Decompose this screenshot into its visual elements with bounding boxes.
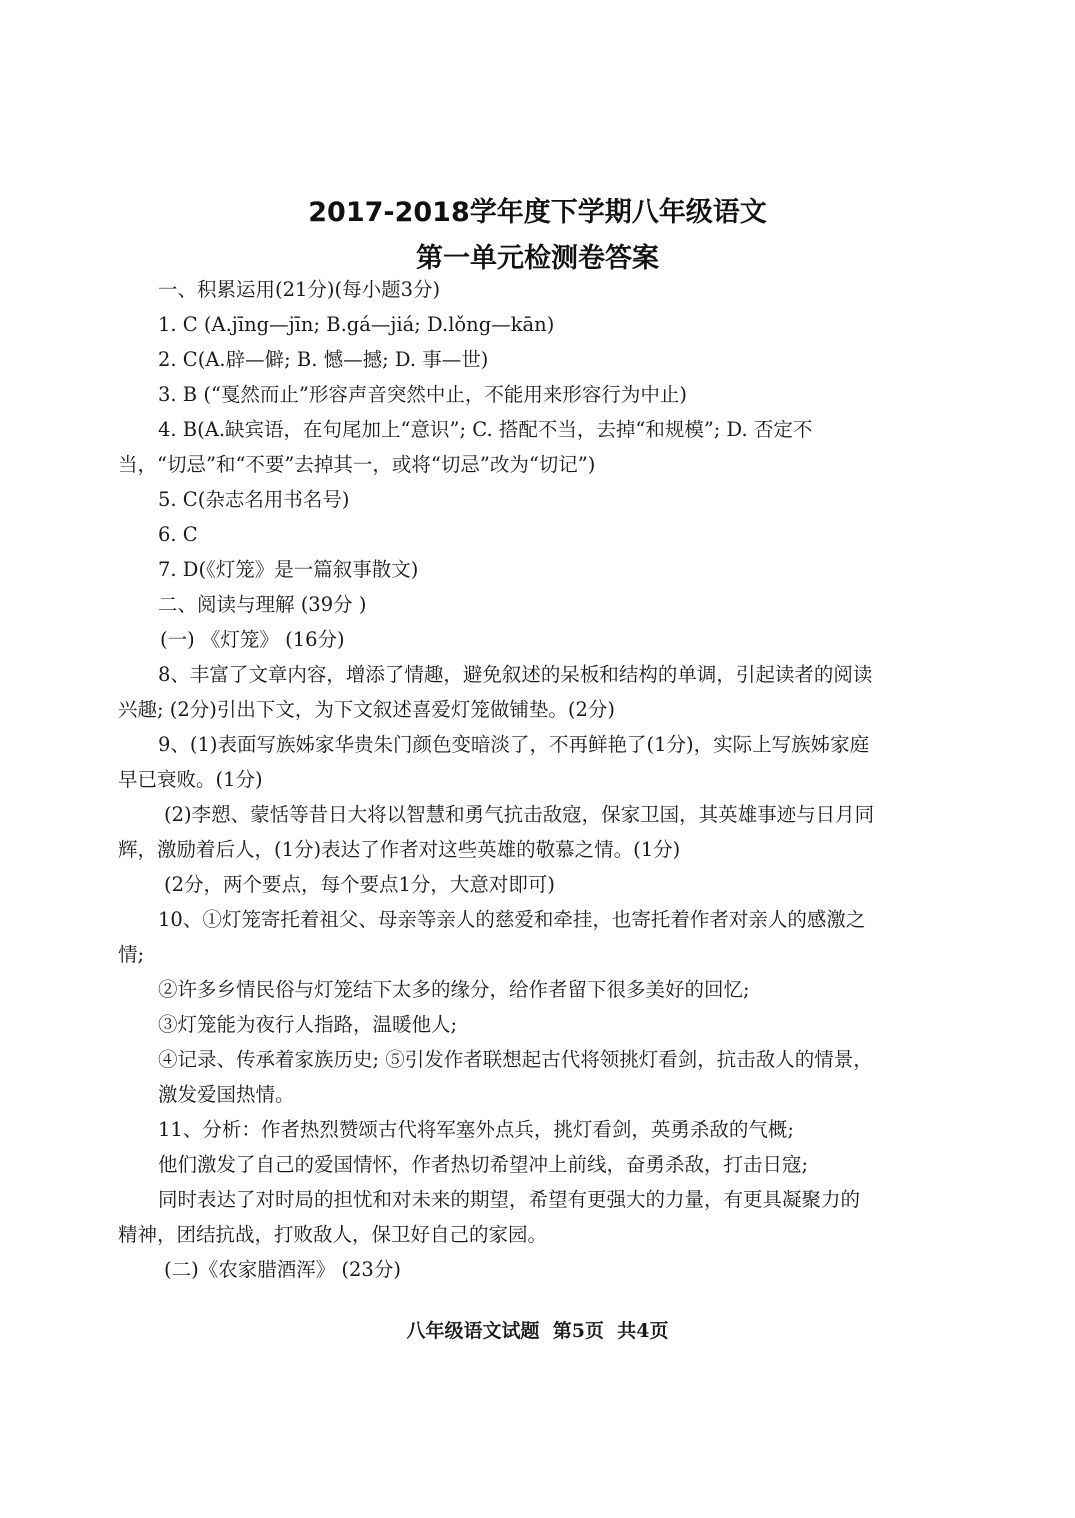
answer-9-part-2: (2)李愬、蒙恬等昔日大将以智慧和勇气抗击敌寇，保家卫国，其英雄事迹与日月同 (164, 803, 875, 826)
answer-body (118, 272, 960, 1287)
page-title: 2017-2018学年度下学期八年级语文 (308, 197, 767, 228)
answer-9-scoring-note: (2分，两个要点，每个要点1分，大意对即可) (164, 873, 556, 896)
answer-10-point-3: ③灯笼能为夜行人指路，温暖他人; (158, 1013, 458, 1036)
answer-3: 3. B (“戛然而止”形容声音突然中止，不能用来形容行为中止) (158, 383, 687, 406)
answer-11-line-3: 同时表达了对时局的担忧和对未来的期望，希望有更强大的力量，有更具凝聚力的 (158, 1188, 861, 1211)
answer-7: 7. D(《灯笼》是一篇叙事散文) (158, 558, 419, 581)
page-footer: 八年级语文试题 第5页 共4页 (406, 1320, 669, 1342)
answer-9-part-1: 9、(1)表面写族姊家华贵朱门颜色变暗淡了，不再鲜艳了(1分)，实际上写族姊家庭 (158, 733, 870, 756)
answer-4: 4. B(A.缺宾语，在句尾加上“意识”; C. 搭配不当，去掉“和规模”; D. 否定不 (158, 418, 813, 441)
answer-10-point-2: ②许多乡情民俗与灯笼结下太多的缘分，给作者留下很多美好的回忆; (158, 978, 750, 1001)
subsection-heading-lantern: (一) 《灯笼》 (16分) (160, 628, 345, 651)
answer-11: 11、分析：作者热烈赞颂古代将军塞外点兵，挑灯看剑，英勇杀敌的气概; (158, 1118, 794, 1141)
answer-1: 1. C (A.jīng—jīn; B.gá—jiá; D.lǒng—kān) (158, 313, 555, 336)
answer-6: 6. C (158, 523, 198, 546)
answer-10: 10、①灯笼寄托着祖父、母亲等亲人的慈爱和牵挂，也寄托着作者对亲人的感激之 (158, 908, 866, 931)
subsection-heading-farmhouse-wine: (二)《农家腊酒浑》 (23分) (164, 1258, 401, 1281)
answer-9-part-1-continued: 早已衰败。(1分) (118, 768, 263, 791)
page-subtitle: 第一单元检测卷答案 (416, 243, 659, 274)
section-heading-reading: 二、阅读与理解 (39分 ) (158, 593, 367, 616)
answer-10-point-5-continued: 激发爱国热情。 (158, 1083, 295, 1106)
answer-2: 2. C(A.辟—僻; B. 憾—撼; D. 事—世) (158, 348, 489, 371)
answer-9-part-2-continued: 辉，激励着后人，(1分)表达了作者对这些英雄的敬慕之情。(1分) (118, 838, 681, 861)
answer-10-point-4-5: ④记录、传承着家族历史; ⑤引发作者联想起古代将领挑灯看剑，抗击敌人的情景， (158, 1048, 873, 1071)
answer-4-continued: 当，“切忌”和“不要”去掉其一，或将“切忌”改为“切记”) (118, 453, 596, 476)
answer-5: 5. C(杂志名用书名号) (158, 488, 350, 511)
answer-10-continued: 情; (118, 943, 145, 966)
section-heading-accumulation: 一、积累运用(21分)(每小题3分) (158, 278, 441, 301)
answer-11-line-2: 他们激发了自己的爱国情怀，作者热切希望冲上前线，奋勇杀敌，打击日寇; (158, 1153, 809, 1176)
answer-11-continued: 精神，团结抗战，打败敌人，保卫好自己的家园。 (118, 1223, 548, 1246)
answer-8-continued: 兴趣; (2分)引出下文，为下文叙述喜爱灯笼做铺垫。(2分) (118, 698, 616, 721)
answer-8: 8、丰富了文章内容，增添了情趣，避免叙述的呆板和结构的单调，引起读者的阅读 (158, 663, 873, 686)
